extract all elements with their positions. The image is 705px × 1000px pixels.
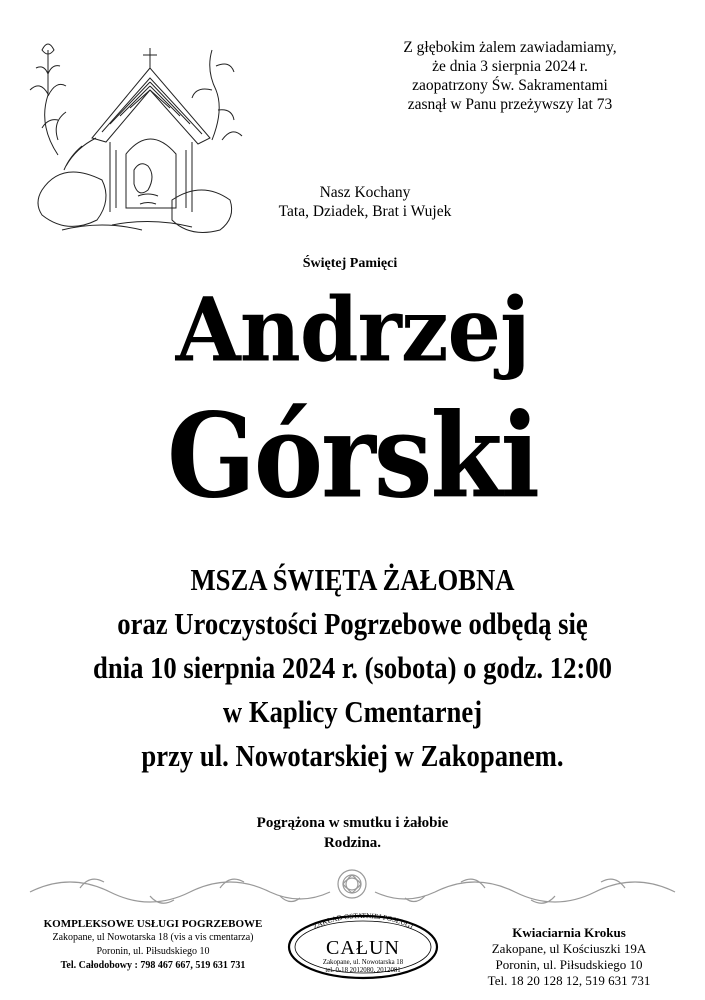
intro-line: Z głębokim żalem zawiadamiamy, xyxy=(403,39,617,56)
funeral-service-address: Zakopane, ul Nowotarska 18 (vis a vis cmentarza) xyxy=(52,932,254,943)
ceremony-line: dnia 10 sierpnia 2024 r. (sobota) o godz. 12:00 xyxy=(93,650,612,685)
logo-name: CAŁUN xyxy=(326,937,400,959)
ornament-divider xyxy=(20,862,685,912)
ceremony-line: przy ul. Nowotarskiej w Zakopanem. xyxy=(141,738,564,773)
calun-logo xyxy=(283,910,443,980)
logo-arc-text: ZAKŁAD OSTATNIEJ POSŁUGI xyxy=(311,911,415,932)
funeral-service-title: KOMPLEKSOWE USŁUGI POGRZEBOWE xyxy=(43,918,263,930)
first-name: Andrzej xyxy=(175,277,530,382)
svg-text:ZAKŁAD OSTATNIEJ POSŁUGI xyxy=(312,912,415,931)
logo-address: Zakopane, ul. Nowotarska 18 xyxy=(322,959,404,966)
florist-address: Poronin, ul. Piłsudskiego 10 xyxy=(495,957,643,972)
chapel-illustration xyxy=(22,20,247,245)
florist-address: Zakopane, ul Kościuszki 19A xyxy=(491,941,647,956)
announcement-text xyxy=(360,38,660,114)
funeral-service-info xyxy=(14,917,292,973)
intro-line: że dnia 3 sierpnia 2024 r. xyxy=(432,58,588,75)
relation-text xyxy=(240,183,490,221)
ceremony-line: MSZA ŚWIĘTA ŻAŁOBNA xyxy=(190,562,515,597)
mourning-signature xyxy=(0,813,705,853)
logo-phone: tel. 0-18 2012080, 2012081 xyxy=(325,967,401,974)
mourning-line: Pogrążona w smutku i żałobie xyxy=(256,815,449,831)
last-name: Górski xyxy=(166,386,539,525)
funeral-service-phone: Tel. Całodobowy : 798 467 667, 519 631 731 xyxy=(60,960,246,971)
intro-line: zaopatrzony Św. Sakramentami xyxy=(412,77,608,94)
florist-phone: Tel. 18 20 128 12, 519 631 731 xyxy=(487,973,651,988)
mourning-line: Rodzina. xyxy=(323,835,382,851)
memory-heading: Świętej Pamięci xyxy=(302,256,398,271)
ceremony-line: w Kaplicy Cmentarnej xyxy=(222,694,483,729)
florist-info xyxy=(440,925,698,989)
florist-title: Kwiaciarnia Krokus xyxy=(512,925,626,940)
ceremony-line: oraz Uroczystości Pogrzebowe odbędą się xyxy=(117,606,588,641)
relation-line: Nasz Kochany xyxy=(319,184,411,201)
funeral-service-address: Poronin, ul. Piłsudskiego 10 xyxy=(96,946,210,957)
relation-line: Tata, Dziadek, Brat i Wujek xyxy=(278,203,452,220)
intro-line: zasnął w Panu przeżywszy lat 73 xyxy=(407,96,613,113)
ceremony-details xyxy=(49,558,655,778)
